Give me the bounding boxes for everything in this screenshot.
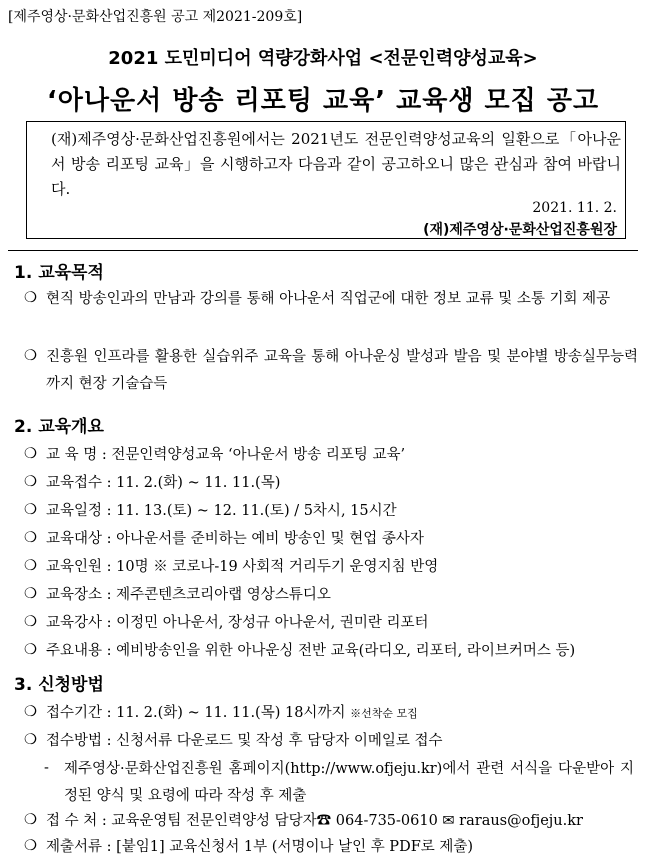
- bullet-icon: ❍: [24, 502, 37, 518]
- apply-period-text: 접수기간 : 11. 2.(화) ~ 11. 11.(목) 18시까지: [46, 705, 346, 721]
- overview-item-capacity: 교육인원 : 10명 ※ 코로나-19 사회적 거리두기 운영지침 반영: [46, 559, 439, 575]
- dash-marker: -: [44, 760, 49, 776]
- bullet-icon: ❍: [24, 474, 37, 490]
- bullet-icon: ❍: [24, 446, 37, 462]
- bullet-icon: ❍: [24, 642, 37, 658]
- purpose-item: 진흥원 인프라를 활용한 실습위주 교육을 통해 아나운싱 발성과 발음 및 분야별 방송실무능력까지 현장 기술습득: [46, 349, 638, 392]
- overview-item-instructors: 교육강사 : 이정민 아나운서, 장성규 아나운서, 권미란 리포터: [46, 615, 429, 631]
- intro-box: [26, 121, 626, 239]
- title-line-1: 2021 도민미디어 역량강화사업 <전문인력양성교육>: [108, 48, 538, 69]
- bullet-icon: ❍: [24, 586, 37, 602]
- apply-item-documents: 제출서류 : [붙임1] 교육신청서 1부 (서명이나 날인 후 PDF로 제출): [46, 839, 474, 855]
- overview-item-content: 주요내용 : 예비방송인을 위한 아나운싱 전반 교육(라디오, 리포터, 라이브커머스 등): [46, 643, 576, 659]
- bullet-icon: ❍: [24, 732, 37, 748]
- purpose-item: 현직 방송인과의 만남과 강의를 통해 아나운서 직업군에 대한 정보 교류 및 소통 기회 제공: [46, 291, 611, 307]
- apply-subitem-homepage: 제주영상·문화산업진흥원 홈페이지(http://www.ofjeju.kr)에서 관련 서식을 다운받아 지정된 양식 및 요령에 따라 작성 후 제출: [64, 761, 634, 804]
- section-title-apply: 3. 신청방법: [14, 675, 104, 695]
- bullet-icon: ❍: [24, 812, 37, 828]
- section-title-overview: 2. 교육개요: [14, 417, 104, 437]
- bullet-icon: ❍: [24, 614, 37, 630]
- bullet-icon: ❍: [24, 558, 37, 574]
- overview-item-target: 교육대상 : 아나운서를 준비하는 예비 방송인 및 현업 종사자: [46, 531, 424, 547]
- bullet-icon: ❍: [24, 530, 37, 546]
- bullet-icon: ❍: [24, 348, 37, 364]
- divider: [8, 250, 638, 251]
- overview-item-schedule: 교육일정 : 11. 13.(토) ~ 12. 11.(토) / 5차시, 15시간: [46, 503, 397, 519]
- notice-number: [제주영상·문화산업진흥원 공고 제2021-209호]: [8, 9, 303, 25]
- apply-item-period: [46, 700, 418, 727]
- apply-item-method: 접수방법 : 신청서류 다운로드 및 작성 후 담당자 이메일로 접수: [46, 733, 443, 749]
- title-line-2: ‘아나운서 방송 리포팅 교육’ 교육생 모집 공고: [46, 86, 600, 116]
- overview-item-name: 교 육 명 : 전문인력양성교육 ‘아나운서 방송 리포팅 교육’: [46, 447, 406, 463]
- bullet-icon: ❍: [24, 838, 37, 854]
- overview-item-venue: 교육장소 : 제주콘텐츠코리아랩 영상스튜디오: [46, 587, 331, 603]
- apply-item-contact: 접 수 처 : 교육운영팀 전문인력양성 담당자☎ 064-735-0610 ✉ raraus@ofjeju.kr: [46, 813, 583, 829]
- bullet-icon: ❍: [24, 704, 37, 720]
- overview-item-reception: 교육접수 : 11. 2.(화) ~ 11. 11.(목): [46, 475, 281, 491]
- intro-date: 2021. 11. 2.: [532, 200, 617, 216]
- intro-text: (재)제주영상·문화산업진흥원에서는 2021년도 전문인력양성교육의 일환으로「아나운서 방송 리포팅 교육」을 시행하고자 다음과 같이 공고하오니 많은 관심과 참여 바랍니다.: [51, 130, 621, 198]
- bullet-icon: ❍: [24, 290, 37, 306]
- first-come-note: ※선착순 모집: [350, 707, 418, 720]
- intro-signature: (재)제주영상·문화산업진흥원장: [423, 222, 617, 238]
- section-title-purpose: 1. 교육목적: [14, 263, 104, 283]
